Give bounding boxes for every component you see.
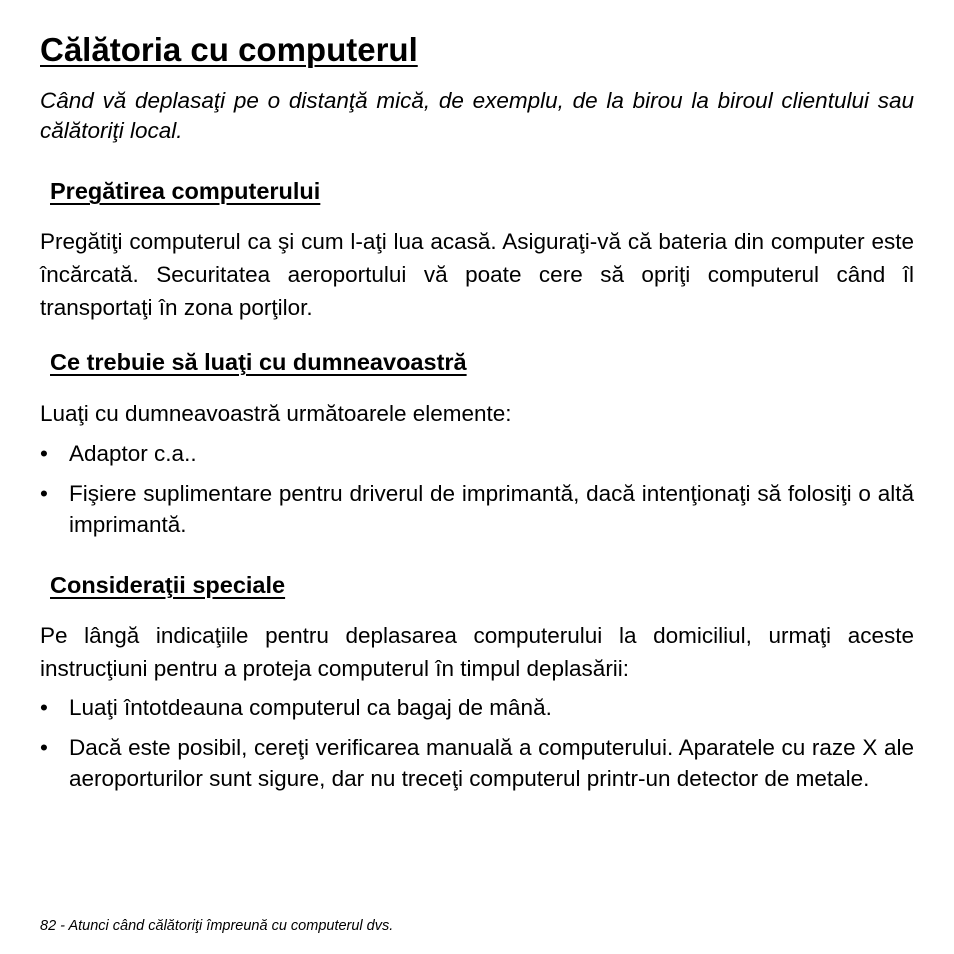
list-item-text: Adaptor c.a.. [69, 441, 197, 466]
bullet-list-special-considerations [40, 692, 914, 795]
list-item-text: Dacă este posibil, cereţi verificarea manuală a computerului. Aparatele cu raze X ale aeroporturilor sunt sigure, dar nu treceţi computerul printr-un detector de metale. [69, 734, 914, 791]
bullet-icon: • [40, 441, 48, 466]
section-heading-what-to-take: Ce trebuie să luaţi cu dumneavoastră [50, 349, 467, 375]
list-item-text: Luaţi întotdeauna computerul ca bagaj de mână. [69, 695, 552, 720]
bullet-icon: • [40, 480, 48, 506]
section-text-preparing: Pregătiţi computerul ca şi cum l-aţi lua acasă. Asiguraţi-vă că bateria din computer este încărcată. Securitatea aeroportului vă poate cere să opriţi computerul când îl transportaţi în zona porţilor. [40, 229, 914, 320]
section-heading-special-considerations: Consideraţii speciale [50, 572, 286, 598]
section-heading-preparing: Pregătirea computerului [50, 178, 321, 204]
bullet-icon: • [40, 734, 48, 760]
page-title: Călătoria cu computerul [40, 31, 418, 68]
list-item [40, 478, 914, 541]
bullet-icon: • [40, 695, 48, 720]
page-footer: 82 - Atunci când călătoriţi împreună cu computerul dvs. [40, 918, 394, 934]
list-item-text: Fişiere suplimentare pentru driverul de imprimantă, dacă intenţionaţi să folosiţi o altă imprimantă. [69, 480, 914, 537]
section-lead-special-considerations: Pe lângă indicaţiile pentru deplasarea computerului la domiciliul, urmaţi aceste instrucţiuni pentru a proteja computerul în timpul deplasării: [40, 623, 914, 681]
section-lead-what-to-take: Luaţi cu dumneavoastră următoarele elemente: [40, 401, 512, 426]
list-item [40, 732, 914, 795]
intro-paragraph: Când vă deplasaţi pe o distanţă mică, de exemplu, de la birou la biroul clientului sau călătoriţi local. [40, 88, 914, 143]
bullet-list-what-to-take [40, 438, 914, 541]
list-item [40, 438, 914, 470]
list-item [40, 692, 914, 724]
